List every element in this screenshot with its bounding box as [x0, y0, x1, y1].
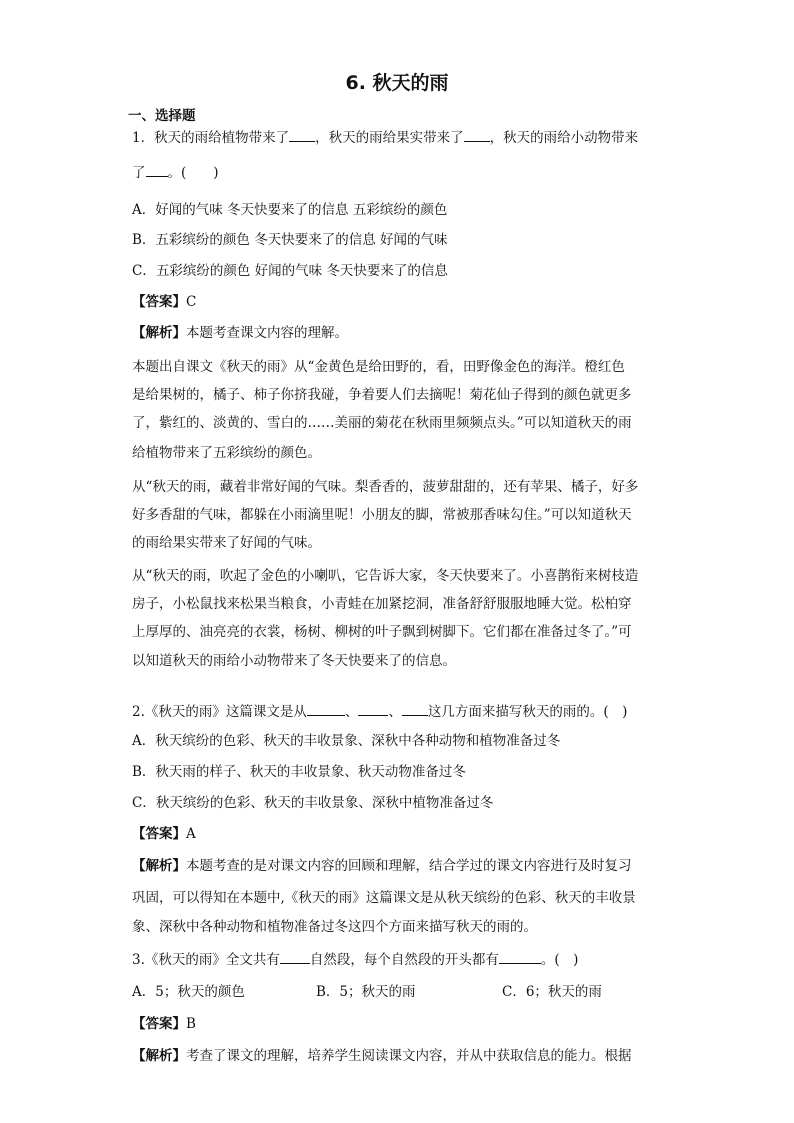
q2-option-c: C．秋天缤纷的色彩、秋天的丰收景象、深秋中植物准备过冬 [132, 795, 494, 811]
answer-blank [289, 129, 315, 142]
q3-stem-part: 自然段，每个自然段的开头都有 [309, 952, 499, 968]
answer-blank [280, 951, 310, 964]
q3-option-a: A．5；秋天的颜色 [132, 984, 245, 1000]
q1-stem-part: 1．秋天的雨给植物带来了 [132, 130, 290, 146]
q1-analysis-line: 从“秋天的雨，藏着非常好闻的气味。梨香香的，菠萝甜甜的，还有苹果、橘子，好多 [132, 479, 639, 495]
q2-stem [132, 702, 668, 722]
q1-analysis-line: 给植物带来了五彩缤纷的颜色。 [132, 445, 321, 461]
q1-analysis-line: 了，紫红的、淡黄的、雪白的……美丽的菊花在秋雨里频频点头。”可以知道秋天的雨 [132, 415, 632, 431]
answer-blank [402, 703, 428, 716]
q2-analysis-line: 巩固，可以得知在本题中,《秋天的雨》这篇课文是从秋天缤纷的色彩、秋天的丰收景 [132, 890, 636, 906]
answer-blank [307, 703, 345, 716]
q1-stem-part: 了 [132, 165, 146, 181]
answer-value: C [186, 294, 197, 310]
q1-analysis-line: 的雨给果实带来了好闻的气味。 [132, 535, 321, 551]
answer-blank [499, 951, 541, 964]
q2-analysis-line: 象、深秋中各种动物和植物准备过冬这四个方面来描写秋天的雨的。 [132, 919, 537, 935]
answer-blank [358, 703, 388, 716]
q3-option-b: B．5；秋天的雨 [316, 984, 416, 1000]
q1-analysis-line: 好多香甜的气味，都躲在小雨滴里呢！小朋友的脚，常被那香味勾住。”可以知道秋天 [132, 507, 632, 523]
q1-analysis-line: 上厚厚的、油亮亮的衣裳，杨树、柳树的叶子飘到树脚下。它们都在准备过冬了。”可 [132, 624, 632, 640]
analysis-text: 本题考查课文内容的理解。 [186, 325, 348, 341]
analysis-text: 本题考查的是对课文内容的回顾和理解，结合学过的课文内容进行及时复习 [186, 858, 632, 874]
q2-option-b: B．秋天雨的样子、秋天的丰收景象、秋天动物准备过冬 [132, 764, 466, 780]
q2-stem-part: 、 [388, 704, 402, 720]
q2-option-a: A．秋天缤纷的色彩、秋天的丰收景象、深秋中各种动物和植物准备过冬 [132, 733, 561, 749]
analysis-label: 【解析】 [132, 1048, 186, 1064]
q2-stem-part: 这几方面来描写秋天的雨的。( ) [427, 704, 628, 720]
q1-analysis-line: 房子，小松鼠找来松果当粮食，小青蛙在加紧挖洞，准备舒舒服服地睡大觉。松柏穿 [132, 596, 632, 612]
q3-options-row [132, 982, 668, 1002]
q1-stem-line-1 [132, 128, 668, 148]
q1-stem-part: ，秋天的雨给小动物带来 [489, 130, 639, 146]
q2-analysis-line [132, 856, 668, 876]
q1-analysis-line [132, 323, 668, 343]
analysis-label: 【解析】 [132, 858, 186, 874]
answer-label: 【答案】 [132, 826, 186, 842]
q3-analysis-line [132, 1046, 668, 1066]
q1-option-b: B．五彩缤纷的颜色 冬天快要来了的信息 好闻的气味 [132, 232, 448, 248]
answer-label: 【答案】 [132, 1016, 186, 1032]
q1-option-a: A．好闻的气味 冬天快要来了的信息 五彩缤纷的颜色 [132, 202, 448, 218]
q2-answer [132, 824, 668, 844]
answer-value: A [186, 826, 196, 842]
q1-answer [132, 292, 668, 312]
q2-stem-part: 2.《秋天的雨》这篇课文是从 [132, 704, 307, 720]
section-heading: 一、选择题 [128, 108, 196, 124]
q3-stem [132, 950, 668, 970]
q1-stem-line-2 [132, 163, 668, 183]
q1-stem-part: 。( ) [167, 165, 219, 181]
analysis-label: 【解析】 [132, 325, 186, 341]
q1-stem-part: ，秋天的雨给果实带来了 [315, 130, 464, 146]
answer-label: 【答案】 [132, 294, 186, 310]
q1-analysis-line: 本题出自课文《秋天的雨》从“金黄色是给田野的，看，田野像金色的海洋。橙红色 [132, 359, 625, 375]
q1-analysis-line: 是给果树的，橘子、柿子你挤我碰，争着要人们去摘呢！菊花仙子得到的颜色就更多 [132, 387, 632, 403]
page-title: 6. 秋天的雨 [345, 72, 449, 94]
q1-analysis-line: 从“秋天的雨，吹起了金色的小喇叭，它告诉大家，冬天快要来了。小喜鹊衔来树枝造 [132, 568, 639, 584]
q2-stem-part: 、 [344, 704, 359, 720]
answer-value: B [186, 1016, 196, 1032]
q3-answer [132, 1014, 668, 1034]
q3-stem-part: 。( ) [540, 952, 579, 968]
analysis-text: 考查了课文的理解，培养学生阅读课文内容，并从中获取信息的能力。根据 [186, 1048, 632, 1064]
q1-analysis-line: 以知道秋天的雨给小动物带来了冬天快要来了的信息。 [132, 653, 456, 669]
answer-blank [464, 129, 490, 142]
q1-option-c: C．五彩缤纷的颜色 好闻的气味 冬天快要来了的信息 [132, 263, 448, 279]
q3-option-c: C．6；秋天的雨 [502, 984, 602, 1000]
q3-stem-part: 3.《秋天的雨》全文共有 [132, 952, 280, 968]
answer-blank [146, 164, 168, 177]
